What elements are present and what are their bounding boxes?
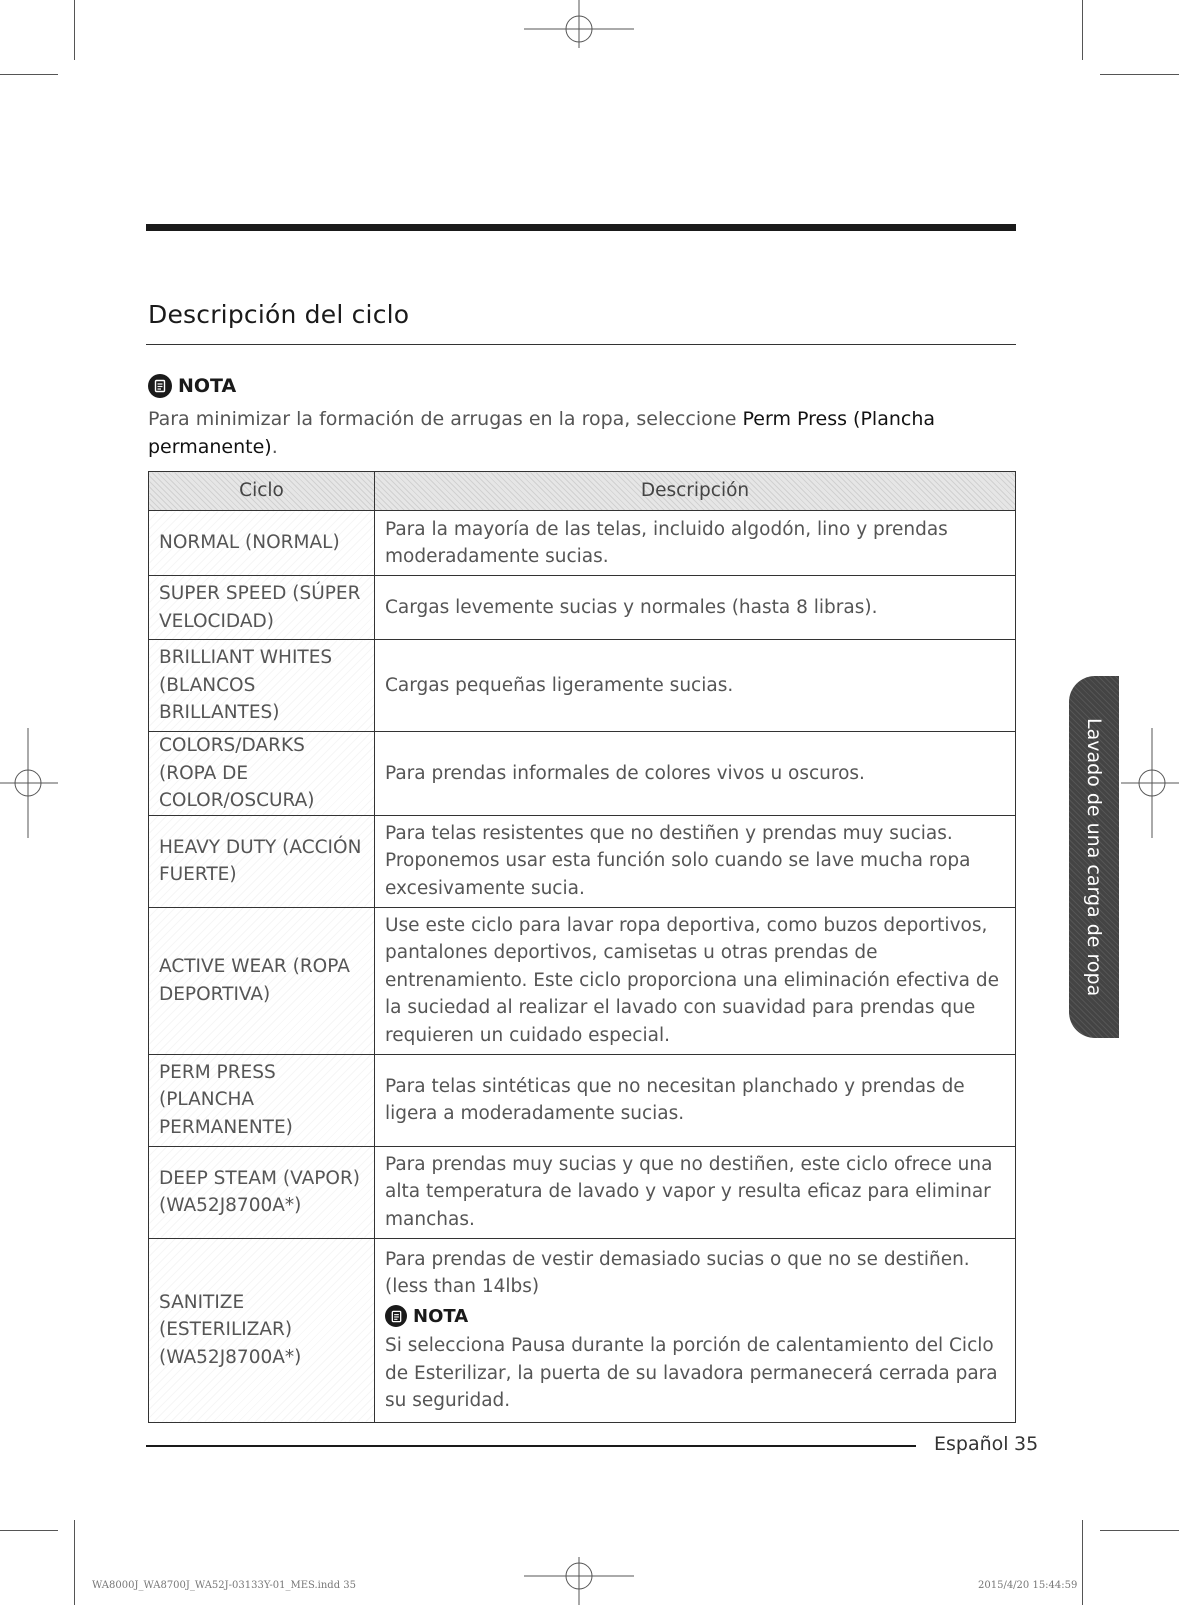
- cycle-description: Para telas sintéticas que no necesitan planchado y prendas de ligera a moderadamente sucias.: [375, 1054, 1016, 1146]
- cycle-description: Para telas resistentes que no destiñen y prendas muy sucias. Proponemos usar esta función solo cuando se lave mucha ropa excesivamente sucia.: [375, 815, 1016, 907]
- cycle-table: [148, 471, 1016, 1423]
- note-label: NOTA: [413, 1305, 469, 1327]
- chapter-side-tab-label: Lavado de una carga de ropa: [1083, 717, 1105, 997]
- registration-mark-icon: [524, 1555, 634, 1605]
- table-row: [149, 1146, 1016, 1238]
- header-rule: [146, 224, 1016, 231]
- note-label: NOTA: [178, 375, 237, 397]
- registration-mark-icon: [1121, 728, 1179, 838]
- note-text-end: .: [271, 436, 278, 458]
- crop-mark: [1082, 1520, 1083, 1605]
- crop-mark: [1100, 74, 1179, 75]
- crop-mark: [0, 74, 58, 75]
- cycle-name: COLORS/DARKS (ROPA DE COLOR/OSCURA): [149, 732, 375, 816]
- print-slug-file: WA8000J_WA8700J_WA52J-03133Y-01_MES.indd 35: [92, 1580, 357, 1591]
- cycle-name: BRILLIANT WHITES (BLANCOS BRILLANTES): [149, 640, 375, 732]
- table-row: [149, 1054, 1016, 1146]
- cycle-name: DEEP STEAM (VAPOR) (WA52J8700A*): [149, 1146, 375, 1238]
- page-number: 35: [1014, 1433, 1039, 1455]
- cycle-name: HEAVY DUTY (ACCIÓN FUERTE): [149, 815, 375, 907]
- registration-mark-icon: [524, 0, 634, 50]
- crop-mark: [1082, 0, 1083, 60]
- table-header-row: [149, 472, 1016, 511]
- cycle-description: Cargas pequeñas ligeramente sucias.: [375, 640, 1016, 732]
- chapter-side-tab: [1069, 676, 1119, 1038]
- section-title: Descripción del ciclo: [148, 300, 410, 329]
- cycle-description: Para prendas muy sucias y que no destiñen, este ciclo ofrece una alta temperatura de lavado y vapor y resulta eficaz para eliminar manchas.: [375, 1146, 1016, 1238]
- table-row: [149, 511, 1016, 576]
- note-icon: [385, 1305, 407, 1327]
- table-row: [149, 1238, 1016, 1422]
- cycle-name: SANITIZE (ESTERILIZAR) (WA52J8700A*): [149, 1238, 375, 1422]
- footer-rule: [146, 1445, 916, 1447]
- registration-mark-icon: [0, 728, 58, 838]
- cycle-description: Use este ciclo para lavar ropa deportiva, como buzos deportivos, pantalones deportivos, camisetas u otras prendas de entrenamiento. Este ciclo proporciona una eliminación efectiva de la suciedad al realizar el lavado con suavidad para prendas que requieren un cuidado especial.: [375, 907, 1016, 1054]
- cycle-name: PERM PRESS (PLANCHA PERMANENTE): [149, 1054, 375, 1146]
- column-header-cycle: Ciclo: [149, 472, 375, 511]
- title-rule: [146, 344, 1016, 345]
- note-text: [148, 405, 988, 461]
- footer-language: Español: [934, 1433, 1009, 1455]
- crop-mark: [1100, 1530, 1179, 1531]
- table-row: [149, 576, 1016, 640]
- crop-mark: [0, 1530, 58, 1531]
- cycle-description: Cargas levemente sucias y normales (hasta 8 libras).: [375, 576, 1016, 640]
- table-row: [149, 640, 1016, 732]
- table-row: [149, 815, 1016, 907]
- crop-mark: [74, 1520, 75, 1605]
- note-text-emphasis: Perm Press (Plancha permanente): [148, 408, 936, 458]
- column-header-description: Descripción: [375, 472, 1016, 511]
- table-row: [149, 732, 1016, 816]
- note-icon: [148, 374, 172, 398]
- cycle-description: Para la mayoría de las telas, incluido algodón, lino y prendas moderadamente sucias.: [375, 511, 1016, 576]
- table-row: [149, 907, 1016, 1054]
- cycle-description: Para prendas informales de colores vivos u oscuros.: [375, 732, 1016, 816]
- sanitize-description: Para prendas de vestir demasiado sucias o que no se destiñen. (less than 14lbs): [385, 1248, 970, 1297]
- crop-mark: [74, 0, 75, 60]
- cycle-description: [375, 1238, 1016, 1422]
- sanitize-note-header: [385, 1303, 1005, 1331]
- cycle-name: NORMAL (NORMAL): [149, 511, 375, 576]
- print-slug-timestamp: 2015/4/20 15:44:59: [978, 1580, 1078, 1591]
- note-text-start: Para minimizar la formación de arrugas en la ropa, seleccione: [148, 408, 743, 430]
- sanitize-note-text: Si selecciona Pausa durante la porción de calentamiento del Ciclo de Esterilizar, la puerta de su lavadora permanecerá cerrada para su seguridad.: [385, 1335, 998, 1411]
- cycle-name: ACTIVE WEAR (ROPA DEPORTIVA): [149, 907, 375, 1054]
- note-header: [148, 373, 236, 399]
- cycle-name: SUPER SPEED (SÚPER VELOCIDAD): [149, 576, 375, 640]
